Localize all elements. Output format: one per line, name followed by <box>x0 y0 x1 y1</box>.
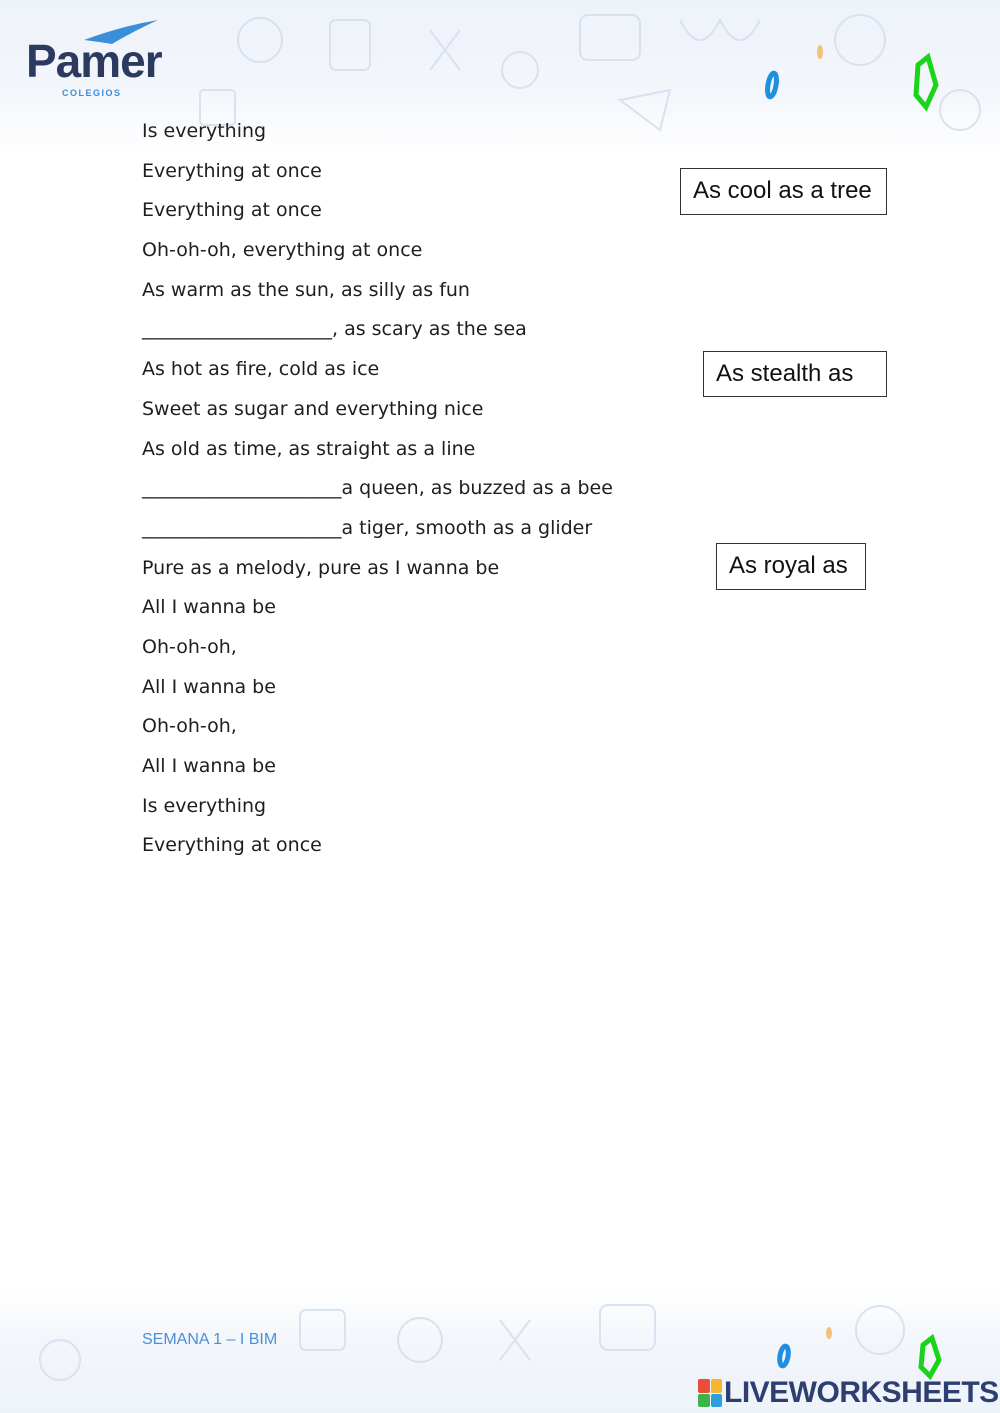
lyric-line-blank[interactable]: _____________________a tiger, smooth as a glider <box>142 516 593 539</box>
lyric-line-blank[interactable]: _____________________a queen, as buzzed as a bee <box>142 477 613 500</box>
liveworksheets-icon <box>698 1379 722 1407</box>
week-label: SEMANA 1 – I BIM <box>142 1331 278 1348</box>
lyric-line: Sweet as sugar and everything nice <box>142 397 484 420</box>
lyric-line: Pure as a melody, pure as I wanna be <box>142 556 500 579</box>
pamer-logo <box>26 18 176 98</box>
lyric-line: All I wanna be <box>142 755 276 777</box>
lyric-line: Everything at once <box>142 199 322 222</box>
liveworksheets-brand: LIVEWORKSHEETS <box>724 1376 999 1409</box>
lyric-line: Is everything <box>142 120 267 142</box>
lyric-line: As old as time, as straight as a line <box>142 437 476 460</box>
lyric-line: Oh-oh-oh, everything at once <box>142 239 423 262</box>
lyric-line: As hot as fire, cold as ice <box>142 358 380 381</box>
lyric-line: All I wanna be <box>142 675 276 698</box>
lyric-line: Oh-oh-oh, <box>142 635 237 658</box>
lyric-line: Oh-oh-oh, <box>142 715 237 738</box>
liveworksheets-logo <box>698 1376 999 1410</box>
colored-doodles-bottom <box>778 1327 939 1376</box>
lyric-line: Everything at once <box>142 159 322 182</box>
drag-option-cool-as-a-tree[interactable]: As cool as a tree <box>680 168 887 215</box>
colored-doodles-top <box>766 45 936 107</box>
logo-subtitle: COLEGIOS <box>62 88 122 98</box>
lyric-line: As warm as the sun, as silly as fun <box>142 278 470 301</box>
logo-word: Pamer <box>26 35 162 87</box>
lyric-line-blank[interactable]: ____________________, as scary as the sea <box>142 318 527 341</box>
lyric-line: Everything at once <box>142 834 322 857</box>
lyric-line: All I wanna be <box>142 596 276 619</box>
drag-option-stealth-as[interactable]: As stealth as <box>703 351 887 397</box>
drag-option-royal-as[interactable]: As royal as <box>716 543 866 590</box>
lyric-line: Is everything <box>142 794 267 817</box>
lyrics-list <box>142 117 613 871</box>
